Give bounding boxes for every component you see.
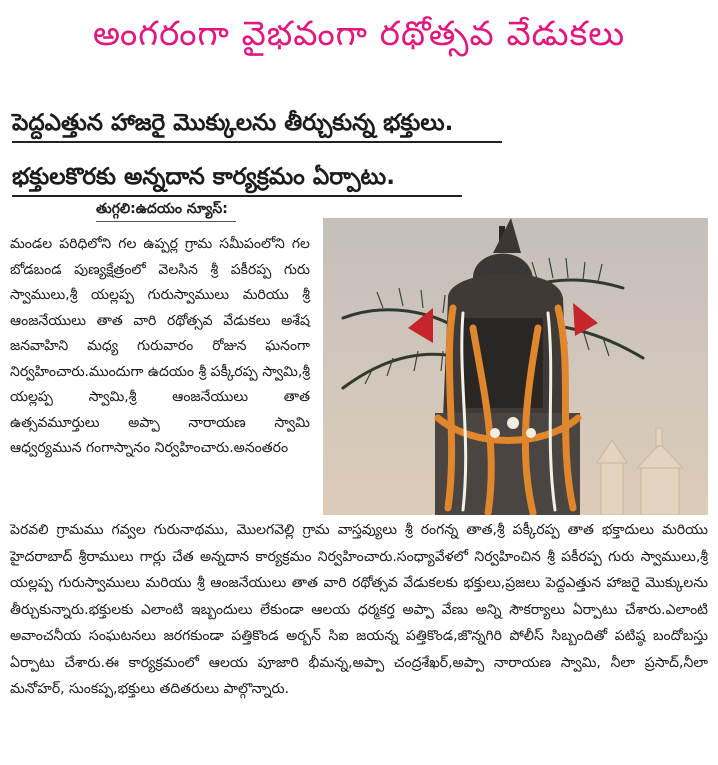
chariot-illustration [323,218,708,515]
subheadline-1-underline [12,141,502,143]
dateline-underline [96,221,236,222]
headline: అంగరంగా వైభవంగా రథోత్సవ వేడుకలు [92,14,626,54]
article-body-wide: పెరవలి గ్రామము గవ్వల గురునాథము, మొలగవెల్లి గ్రామ వాస్తవ్యులు శ్రీ రంగన్న తాత,శ్రీ పక్కీరప్ప తాత భక్తాదులు మరియు హైదరాబాద్ శ్రీరాములు గార్లు చేత అన్నదాన కార్యక్రమం నిర్వహించారు.సంధ్యావేళలో నిర్వహించిన శ్రీ పకీరప్ప గురు స్వాములు,శ్రీ యల్లప్ప గురుస్వాములు మరియు శ్రీ ఆంజనేయులు తాత వారి రథోత్సవ వేడుకలకు భక్తులు,ప్రజలు పెద్దఎత్తున హాజరై మొక్కులను తీర్చుకున్నారు.భక్తులకు ఎలాంటి ఇబ్బందులు లేకుండా ఆలయ ధర్మకర్త అప్పా వేణు అన్ని సౌకర్యాలు ఏర్పాటు చేశారు.ఎలాంటి అవాంచనీయ సంఘటనలు జరగకుండా పత్తికొండ అర్బన్ సిఐ జయన్న పత్తికొండ,జొన్నగిరి పోలీస్ సిబ్బందితో పటిష్ఠ బందోబస్తు ఏర్పాటు చేశారు.ఈ కార్యక్రమంలో ఆలయ పూజారి భీమన్న,అప్పా చంద్రశేఖర్,అప్పా నారాయణ స్వామి, నీలా ప్రసాద్,నీలా మనోహర్, సుంకప్ప,భక్తులు తదితరులు పాల్గొన్నారు. [10,522,708,697]
subheadline-2 [12,160,462,197]
subheadline-1 [12,106,502,143]
subheadline-2-underline [12,195,462,197]
chariot-photo [323,218,708,515]
dateline [96,198,236,222]
dateline-text: తుగ్గలి:ఉదయం న్యూస్: [96,201,228,217]
subheadline-2-text: భక్తులకొరకు అన్నదాన కార్యక్రమం ఏర్పాటు. [12,164,396,190]
subheadline-1-text: పెద్దఎత్తున హాజరై మొక్కులను తీర్చుకున్న భక్తులు. [12,110,454,136]
article-body-column: మండల పరిధిలోని గల ఉప్పర్ల గ్రామ సమీపంలోని గల బోడబండ పుణ్యక్షేత్రంలో వెలసిన శ్రీ పకీరప్ప గురు స్వాములు,శ్రీ యల్లప్ప గురుస్వాములు మరియు శ్రీ ఆంజనేయులు తాత వారి రథోత్సవ వేడుకలు అశేష జనవాహిని మధ్య గురువారం రోజున ఘనంగా నిర్వహించారు.ముందుగా ఉదయం శ్రీ పక్కీరప్ప స్వామి,శ్రీ యల్లప్ప స్వామి,శ్రీ ఆంజనేయులు తాత ఉత్సవమూర్తులు అప్పా నారాయణ స్వామి ఆధ్వర్యమున గంగాస్నానం నిర్వహించారు.అనంతరం [10,236,310,456]
